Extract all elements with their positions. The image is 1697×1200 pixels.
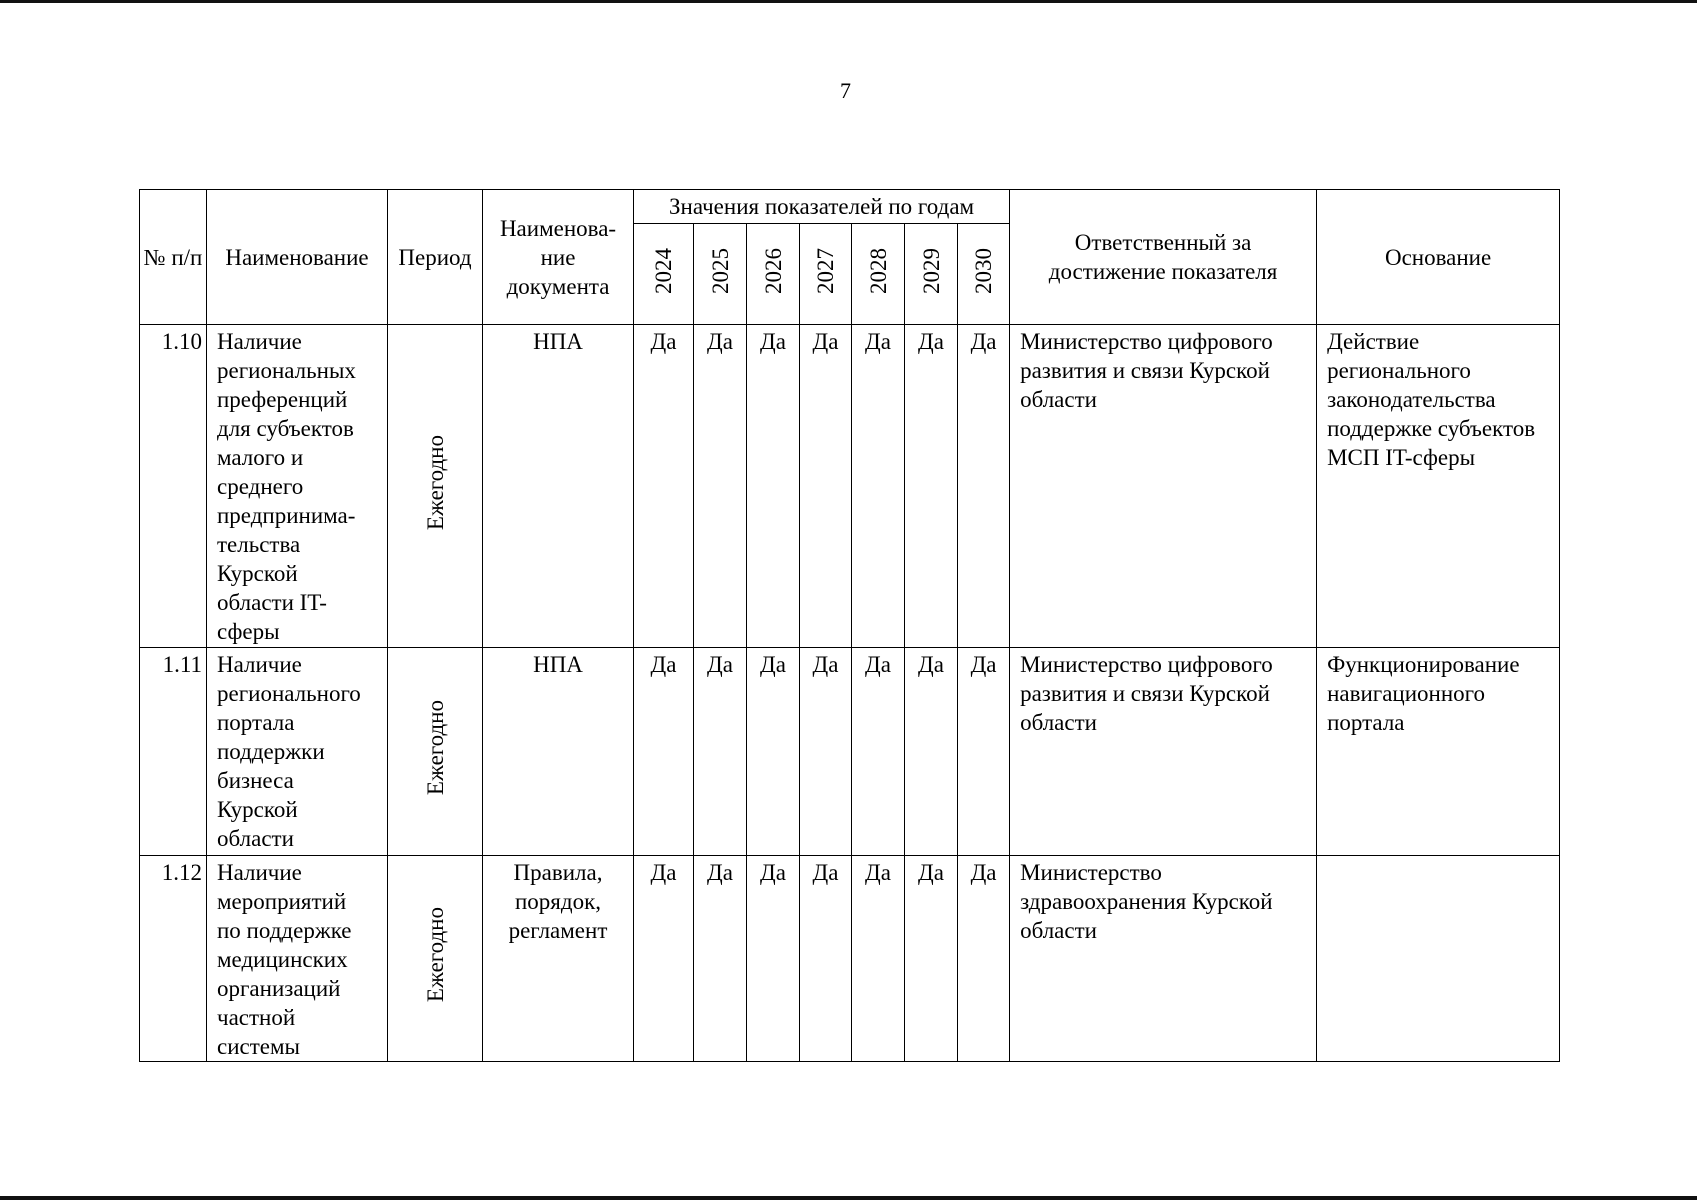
cell-line: системы (217, 1034, 300, 1059)
header-period: Период (388, 190, 483, 325)
header-year: 2024 (634, 224, 694, 325)
cell-line: развития и связи Курской (1020, 681, 1270, 706)
header-num: № п/п (140, 190, 207, 325)
period-text: Ежегодно (422, 700, 448, 796)
cell-line: преференций (217, 387, 348, 412)
cell-line: Наличие (217, 329, 302, 354)
responsible-cell (1010, 325, 1317, 648)
year-value: Да (852, 325, 905, 648)
period-text: Ежегодно (422, 907, 448, 1003)
year-value: Да (958, 648, 1010, 856)
cell-line: Курской (217, 797, 298, 822)
cell-line: Правила, (513, 860, 603, 885)
cell-line: законодательства (1327, 387, 1496, 412)
header-name: Наименование (207, 190, 388, 325)
cell-line: Курской (217, 561, 298, 586)
cell-line: навигационного (1327, 681, 1486, 706)
year-value: Да (852, 648, 905, 856)
period-cell (388, 648, 483, 856)
cell-line: организаций (217, 976, 341, 1001)
cell-line: Наличие (217, 860, 302, 885)
header-basis: Основание (1317, 190, 1560, 325)
cell-line: Наличие (217, 652, 302, 677)
cell-line: портала (217, 710, 295, 735)
responsible-cell (1010, 648, 1317, 856)
header-year: 2027 (800, 224, 852, 325)
period-cell (388, 325, 483, 648)
cell-line: Министерство (1020, 860, 1162, 885)
year-value: Да (694, 856, 747, 1062)
indicator-name (207, 325, 388, 648)
cell-line: тельства (217, 532, 301, 557)
header-responsible: Ответственный за достижение показателя (1010, 190, 1317, 325)
table-row (140, 856, 1560, 1062)
year-value: Да (958, 325, 1010, 648)
cell-line: Министерство цифрового (1020, 329, 1273, 354)
document-name (483, 856, 634, 1062)
cell-line: по поддержке (217, 918, 352, 943)
year-value: Да (694, 325, 747, 648)
year-value: Да (800, 856, 852, 1062)
cell-line: предпринима- (217, 503, 356, 528)
indicator-name (207, 856, 388, 1062)
year-value: Да (634, 856, 694, 1062)
cell-line: медицинских (217, 947, 348, 972)
indicators-table (139, 189, 1560, 1062)
basis-cell (1317, 325, 1560, 648)
cell-line: порядок, (514, 889, 601, 914)
year-value: Да (747, 856, 800, 1062)
year-value: Да (905, 325, 958, 648)
table-body (140, 325, 1560, 1062)
cell-line: поддержке субъектов (1327, 416, 1536, 441)
year-value: Да (634, 648, 694, 856)
header-year: 2029 (905, 224, 958, 325)
cell-line: области IT- (217, 590, 327, 615)
cell-line: регламент (508, 918, 608, 943)
scan-bottom-border (0, 1196, 1697, 1200)
basis-cell (1317, 856, 1560, 1062)
cell-line: сферы (217, 619, 280, 644)
cell-line: региональных (217, 358, 356, 383)
table-row (140, 325, 1560, 648)
header-year: 2030 (958, 224, 1010, 325)
header-years-group: Значения показателей по годам (634, 190, 1010, 224)
cell-line: НПА (533, 652, 583, 677)
cell-line: для субъектов (217, 416, 354, 441)
basis-cell (1317, 648, 1560, 856)
cell-line: портала (1327, 710, 1405, 735)
header-year: 2026 (747, 224, 800, 325)
cell-line: среднего (217, 474, 304, 499)
cell-line: области (1020, 918, 1097, 943)
scan-top-border (0, 0, 1697, 3)
cell-line: бизнеса (217, 768, 294, 793)
year-value: Да (634, 325, 694, 648)
cell-line: области (1020, 387, 1097, 412)
row-number: 1.11 (140, 648, 207, 856)
year-value: Да (747, 325, 800, 648)
period-cell (388, 856, 483, 1062)
cell-line: малого и (217, 445, 304, 470)
year-value: Да (800, 648, 852, 856)
cell-line: частной (217, 1005, 296, 1030)
year-value: Да (852, 856, 905, 1062)
cell-line: Функционирование (1327, 652, 1520, 677)
indicator-name (207, 648, 388, 856)
page-number: 7 (840, 78, 851, 103)
header-document: Наименова-ние документа (483, 190, 634, 325)
cell-line: поддержки (217, 739, 325, 764)
row-number: 1.12 (140, 856, 207, 1062)
year-value: Да (905, 856, 958, 1062)
header-year: 2028 (852, 224, 905, 325)
year-value: Да (694, 648, 747, 856)
cell-line: области (1020, 710, 1097, 735)
year-value: Да (958, 856, 1010, 1062)
cell-line: области (217, 826, 294, 851)
period-text: Ежегодно (422, 434, 448, 531)
row-number: 1.10 (140, 325, 207, 648)
cell-line: Действие (1327, 329, 1420, 354)
year-value: Да (747, 648, 800, 856)
cell-line: регионального (217, 681, 361, 706)
cell-line: регионального (1327, 358, 1471, 383)
cell-line: МСП IT-сферы (1327, 445, 1476, 470)
cell-line: здравоохранения Курской (1020, 889, 1273, 914)
document-name (483, 648, 634, 856)
year-value: Да (800, 325, 852, 648)
cell-line: развития и связи Курской (1020, 358, 1270, 383)
year-value: Да (905, 648, 958, 856)
header-year: 2025 (694, 224, 747, 325)
responsible-cell (1010, 856, 1317, 1062)
cell-line: НПА (533, 329, 583, 354)
cell-line: мероприятий (217, 889, 347, 914)
cell-line: Министерство цифрового (1020, 652, 1273, 677)
document-name (483, 325, 634, 648)
table-row (140, 648, 1560, 856)
